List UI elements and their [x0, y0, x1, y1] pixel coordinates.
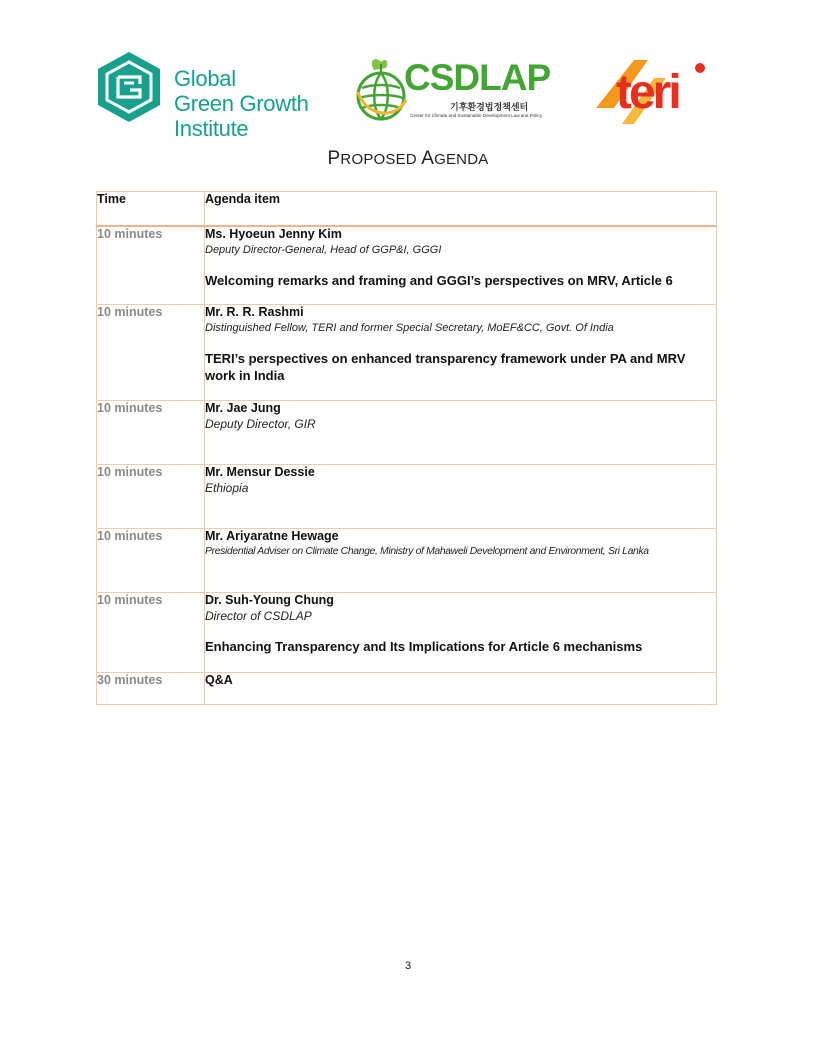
gggi-hexagon-icon — [94, 50, 164, 124]
speaker-name: Mr. Ariyaratne Hewage — [205, 528, 339, 543]
header-time: Time — [97, 192, 205, 227]
csdlap-wordmark: CSDLAP — [404, 57, 551, 98]
table-row — [97, 226, 717, 304]
table-row — [97, 592, 717, 672]
title-rest-2: GENDA — [434, 151, 489, 168]
row-item — [205, 592, 717, 672]
agenda-table — [96, 191, 717, 705]
speaker-role: Deputy Director-General, Head of GGP&I, GGGI — [205, 244, 442, 256]
csdlap-logo — [354, 56, 551, 126]
teri-logo — [594, 56, 710, 128]
gggi-logo — [94, 50, 334, 141]
table-header-row — [97, 192, 717, 227]
row-time: 30 minutes — [97, 672, 205, 704]
session-topic: TERI’s perspectives on enhanced transparency framework under PA and MRV work in India — [205, 350, 686, 383]
teri-wordmark: teri — [616, 66, 679, 119]
gggi-line-3: Institute — [174, 116, 249, 141]
row-item — [205, 528, 717, 592]
teri-mark-icon — [594, 56, 710, 128]
row-item — [205, 400, 717, 464]
session-topic: Welcoming remarks and framing and GGGI’s perspectives on MRV, Article 6 — [205, 273, 673, 288]
table-row — [97, 304, 717, 400]
table-row — [97, 672, 717, 704]
header-agenda-item: Agenda item — [205, 192, 717, 227]
speaker-name: Ms. Hyoeun Jenny Kim — [205, 227, 342, 241]
row-time: 10 minutes — [97, 464, 205, 528]
row-item — [205, 226, 717, 304]
speaker-name: Mr. Mensur Dessie — [205, 464, 315, 479]
title-cap-2: A — [421, 148, 435, 169]
speaker-role: Deputy Director, GIR — [205, 416, 316, 431]
row-time: 10 minutes — [97, 528, 205, 592]
gggi-wordmark — [174, 66, 309, 141]
speaker-role: Distinguished Fellow, TERI and former Special Secretary, MoEF&CC, Govt. Of India — [205, 321, 614, 334]
csdlap-subtitle: Center for Climate and Sustainable Development Law and Policy — [410, 113, 543, 118]
page-title — [0, 148, 816, 170]
row-item — [205, 464, 717, 528]
table-row — [97, 528, 717, 592]
row-item — [205, 304, 717, 400]
csdlap-korean-name: 기후환경법정책센터 — [450, 102, 529, 112]
row-item — [205, 672, 717, 704]
globe-leaf-icon — [354, 56, 408, 122]
speaker-name: Q&A — [205, 672, 233, 687]
row-time: 10 minutes — [97, 304, 205, 400]
title-rest-1: ROPOSED — [340, 151, 422, 168]
table-row — [97, 464, 717, 528]
speaker-name: Dr. Suh-Young Chung — [205, 592, 334, 607]
speaker-name: Mr. Jae Jung — [205, 400, 281, 415]
title-cap-1: P — [327, 148, 341, 169]
speaker-role: Director of CSDLAP — [205, 608, 312, 623]
table-row — [97, 400, 717, 464]
gggi-line-1: Global — [174, 66, 236, 91]
speaker-role: Ethiopia — [205, 480, 249, 495]
page-number: 3 — [404, 960, 412, 972]
logo-row — [0, 46, 816, 141]
speaker-role: Presidential Adviser on Climate Change, Ministry of Mahaweli Development and Environment, Sri Lanka — [205, 545, 649, 557]
speaker-name: Mr. R. R. Rashmi — [205, 304, 304, 319]
session-topic: Enhancing Transparency and Its Implications for Article 6 mechanisms — [205, 638, 643, 654]
gggi-line-2: Green Growth — [174, 91, 309, 116]
row-time: 10 minutes — [97, 400, 205, 464]
row-time: 10 minutes — [97, 592, 205, 672]
row-time: 10 minutes — [97, 226, 205, 304]
